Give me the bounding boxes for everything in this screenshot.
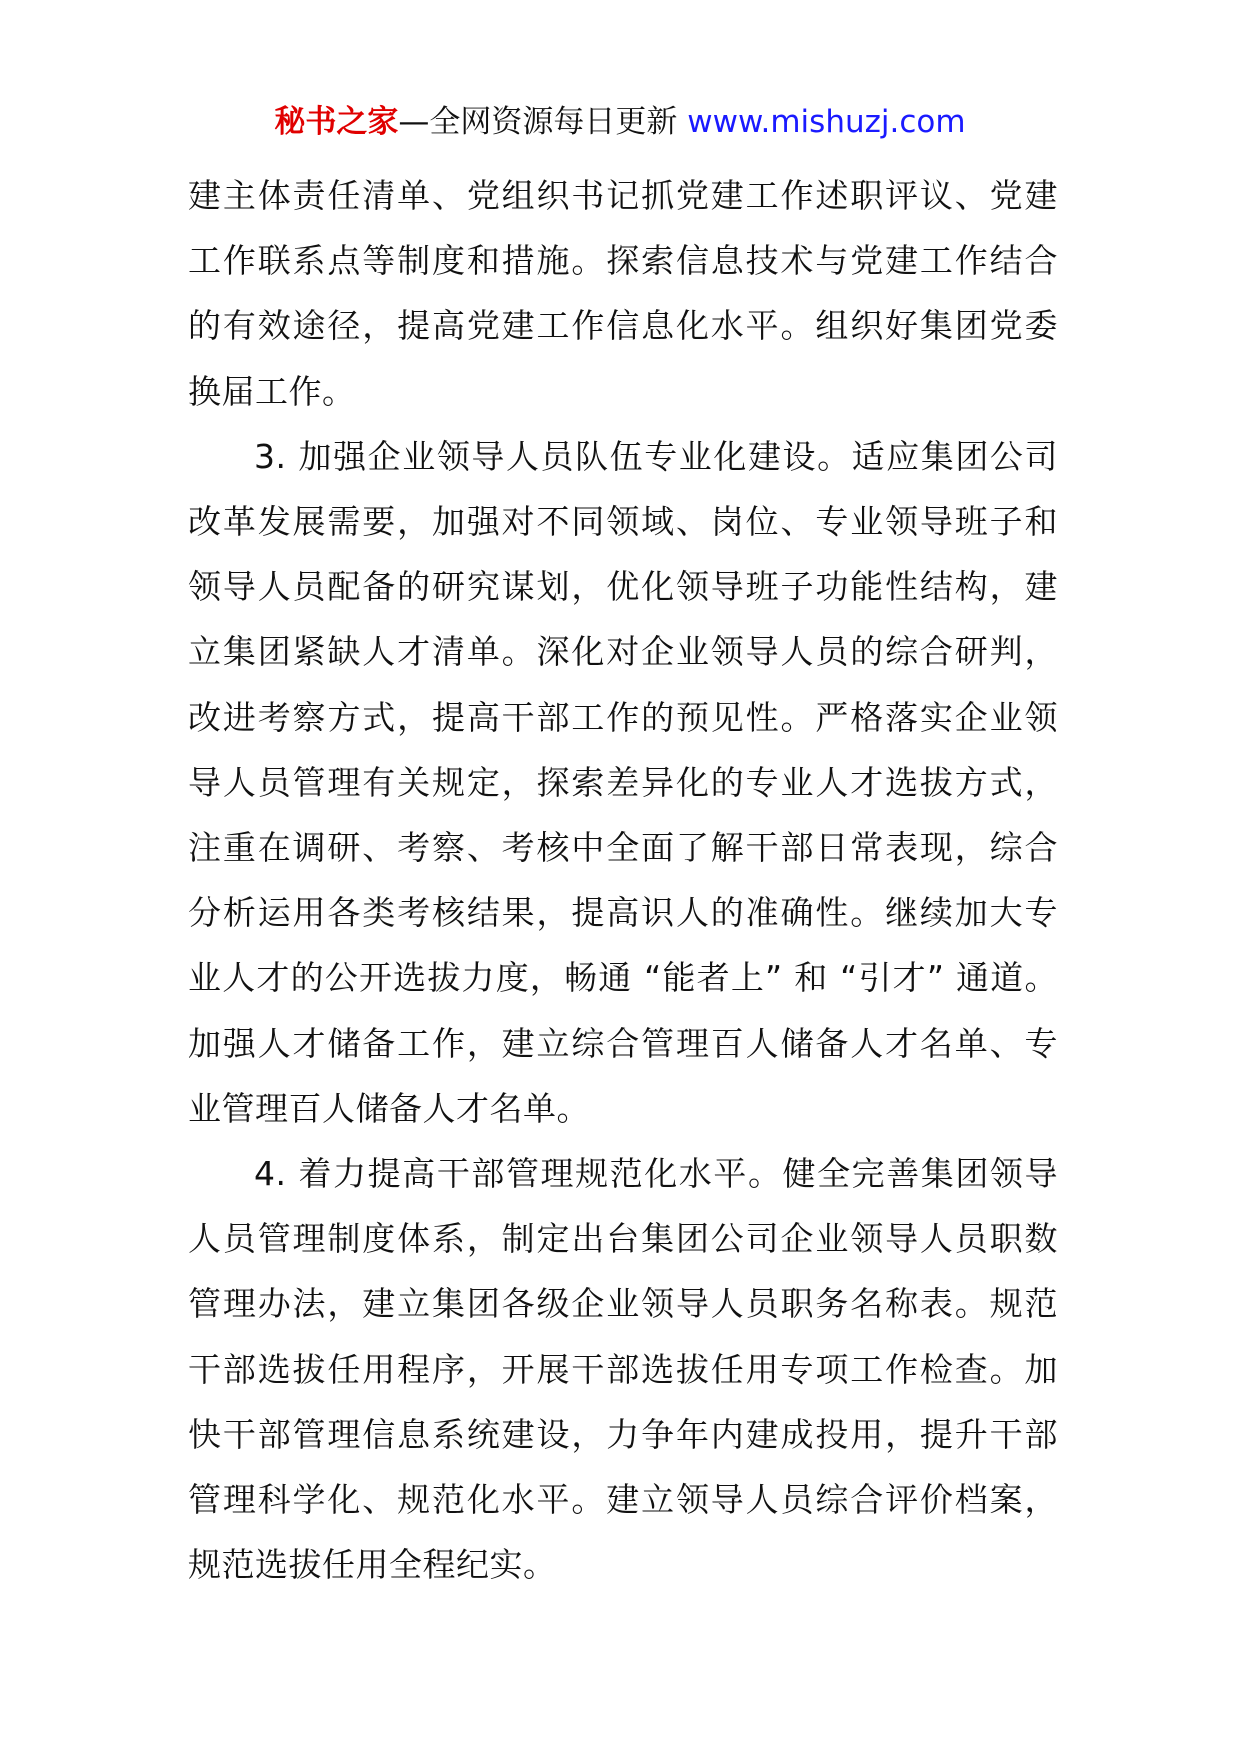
paragraph-item-4: 4. 着力提高干部管理规范化水平。健全完善集团领导人员管理制度体系，制定出台集团公司企业领导人员职数管理办法，建立集团各级企业领导人员职务名称表。规范干部选拔任用程序，开展干部选拔任用专项工作检查。加快干部管理信息系统建设，力争年内建成投用，提升干部管理科学化、规范化水平。建立领导人员综合评价档案，规范选拔任用全程纪实。: [188, 1154, 1058, 1585]
header-tagline: —全网资源每日更新: [398, 104, 688, 140]
website-link[interactable]: www.mishuzj.com: [687, 104, 966, 140]
paragraph-item-3: 3. 加强企业领导人员队伍专业化建设。适应集团公司改革发展需要，加强对不同领域、岗位、专业领导班子和领导人员配备的研究谋划，优化领导班子功能性结构，建立集团紧缺人才清单。深化对企业领导人员的综合研判，改进考察方式，提高干部工作的预见性。严格落实企业领导人员管理有关规定，探索差异化的专业人才选拔方式，注重在调研、考察、考核中全面了解干部日常表现，综合分析运用各类考核结果，提高识人的准确性。继续加大专业人才的公开选拔力度，畅通 “能者上” 和 “引才” 通道。加强人才储备工作，建立综合管理百人储备人才名单、专业管理百人储备人才名单。: [188, 436, 1059, 1128]
brand-name: 秘书之家: [274, 104, 399, 140]
page-header: [0, 100, 1240, 144]
document-body: [188, 163, 1058, 1597]
paragraph-continued: 建主体责任清单、党组织书记抓党建工作述职评议、党建工作联系点等制度和措施。探索信息技术与党建工作结合的有效途径，提高党建工作信息化水平。组织好集团党委换届工作。: [188, 176, 1058, 411]
